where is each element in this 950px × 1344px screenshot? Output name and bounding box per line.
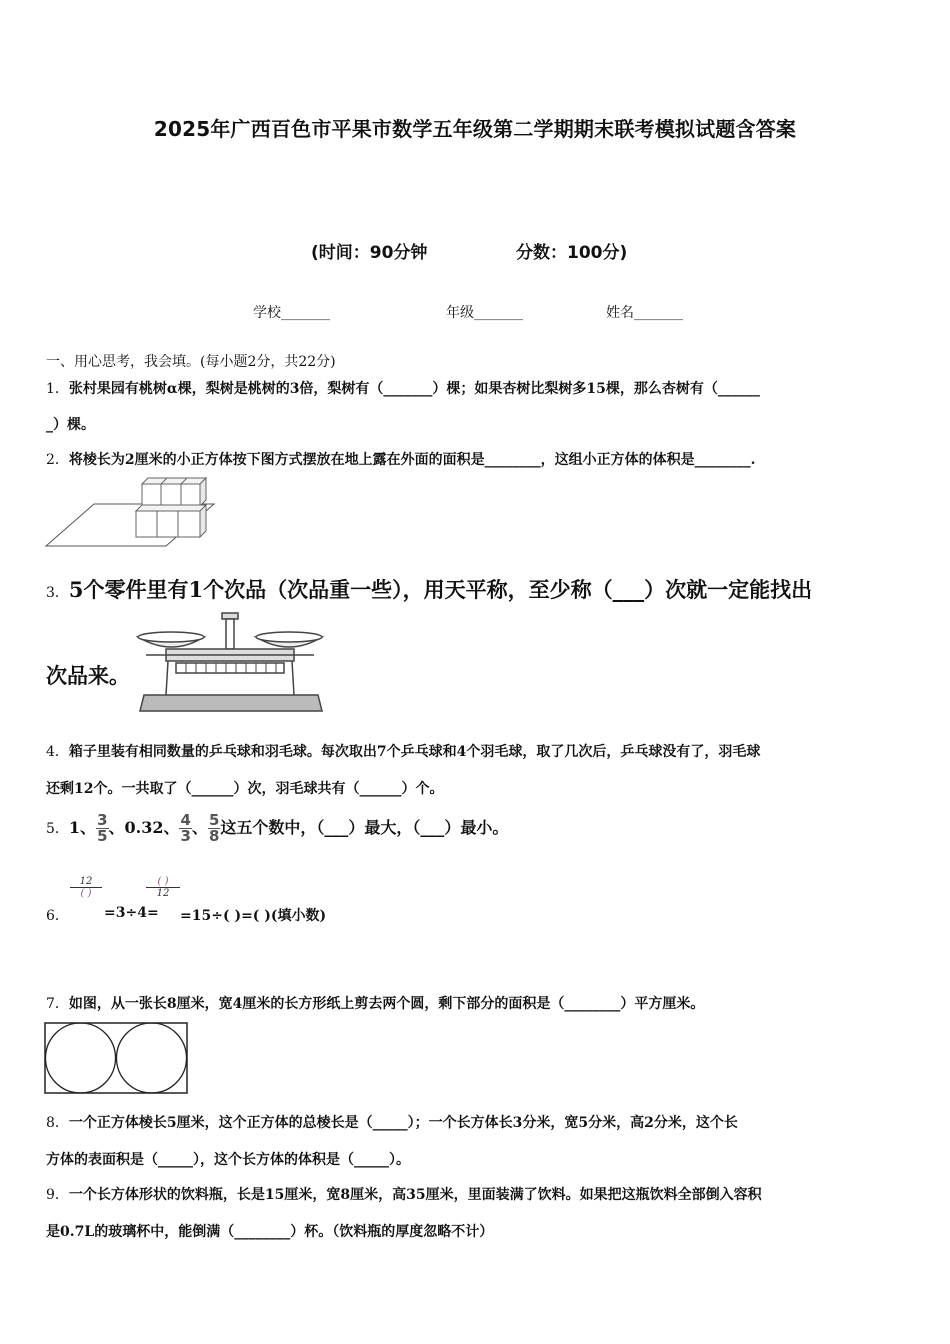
- question-text: 张村果园有桃树α棵，梨树是桃树的3倍，梨树有（_______）棵；如果杏树比梨树多15棵，那么杏树有（______: [68, 381, 760, 397]
- question-text: 箱子里装有相同数量的乒乓球和羽毛球。每次取出7个乒乓球和4个羽毛球，取了几次后，乒乓球没有了，羽毛球: [68, 744, 761, 760]
- question-7: [46, 993, 704, 1013]
- fraction-blank-12: ( ) 12: [146, 876, 180, 899]
- grade-field: 年级_______: [446, 305, 523, 321]
- school-field: 学校_______: [253, 305, 330, 321]
- fraction-5-8: $\frac{5}{8}$: [208, 811, 220, 845]
- question-1: [46, 378, 760, 398]
- question-number: 7．: [46, 996, 69, 1012]
- question-6-number: 6．: [46, 908, 69, 924]
- question-8-cont: 方体的表面积是（_____），这个长方体的体积是（_____）。: [46, 1152, 410, 1168]
- question-text: 一个正方体棱长5厘米，这个正方体的总棱长是（_____）；一个长方体长3分米，宽5分米，高2分米，这个长: [68, 1115, 738, 1131]
- question-text: 将棱长为2厘米的小正方体按下图方式摆放在地上露在外面的面积是________，这组小正方体的体积是________.: [68, 452, 756, 468]
- rectangle-two-circles-figure: [44, 1022, 190, 1096]
- question-number: 5．: [46, 821, 69, 837]
- question-9-cont: 是0.7L的玻璃杯中，能倒满（________）杯。（饮料瓶的厚度忽略不计）: [46, 1224, 494, 1240]
- q5-lead: 1、: [68, 818, 97, 837]
- q5-tail: 这五个数中，（___）最大，（___）最小。: [220, 818, 509, 837]
- q5-mid: 、0.32、: [108, 818, 180, 837]
- question-8: [46, 1112, 738, 1132]
- question-text: 5个零件里有1个次品（次品重一些），用天平称，至少称（___）次就一定能找出: [68, 577, 813, 602]
- question-2: [46, 449, 756, 469]
- question-number: 8．: [46, 1115, 69, 1131]
- question-4: [46, 741, 760, 761]
- question-number: 3．: [46, 585, 69, 601]
- question-number: 4．: [46, 744, 69, 760]
- question-number: 2．: [46, 452, 69, 468]
- fraction-12-blank: 12 ( ): [70, 876, 102, 899]
- fraction-3-5: $\frac{3}{5}$: [97, 811, 108, 845]
- question-3: [46, 574, 812, 604]
- question-9: [46, 1184, 762, 1204]
- q5-sep: 、: [191, 818, 208, 837]
- q6-part2: =15÷( )=( )(填小数): [180, 908, 327, 924]
- fraction-4-3: $\frac{4}{3}$: [180, 811, 191, 845]
- question-text: 如图，从一张长8厘米，宽4厘米的长方形纸上剪去两个圆，剩下部分的面积是（________）平方厘米。: [68, 996, 705, 1012]
- question-number: 1．: [46, 381, 69, 397]
- exam-score: 分数：100分): [516, 243, 628, 263]
- cube-stack-figure: [44, 474, 216, 550]
- question-text: 一个长方体形状的饮料瓶，长是15厘米，宽8厘米，高35厘米，里面装满了饮料。如果把这瓶饮料全部倒入容积: [68, 1187, 762, 1203]
- name-field: 姓名_______: [606, 305, 683, 321]
- question-3-cont: 次品来。: [46, 663, 130, 688]
- page-title: 2025年广西百色市平果市数学五年级第二学期期末联考模拟试题含答案: [153, 117, 797, 141]
- section-heading: 一、用心思考，我会填。(每小题2分，共22分): [46, 354, 336, 370]
- question-number: 9．: [46, 1187, 69, 1203]
- question-4-cont: 还剩12个。一共取了（______）次，羽毛球共有（______）个。: [46, 781, 444, 797]
- question-5: [46, 806, 508, 851]
- q6-part1: =3÷4=: [104, 905, 159, 921]
- exam-time: (时间：90分钟: [311, 243, 428, 263]
- balance-scale-figure: [136, 611, 326, 717]
- question-1-cont: _）棵。: [46, 417, 95, 433]
